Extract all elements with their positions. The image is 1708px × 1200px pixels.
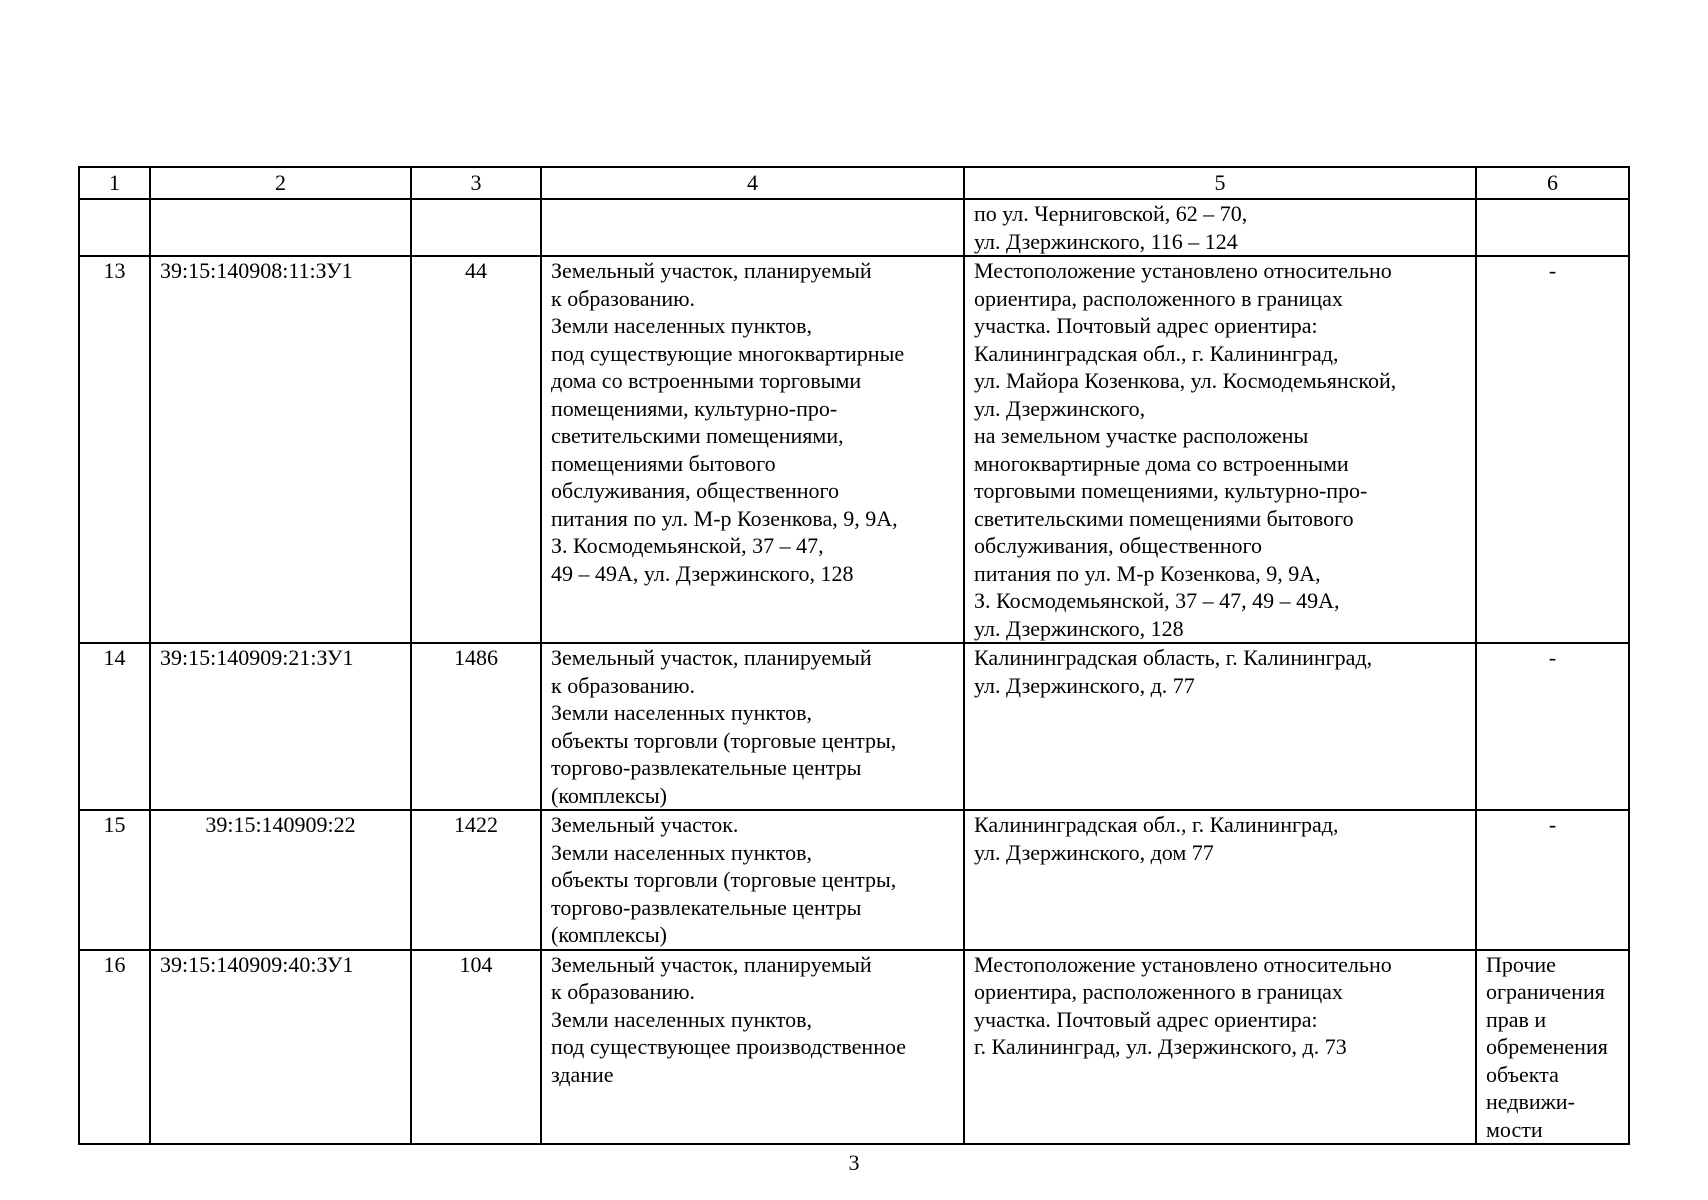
description-cell: [541, 950, 964, 1145]
text-line: г. Калининград, ул. Дзержинского, д. 73: [974, 1034, 1347, 1059]
cadastral-number: 39:15:140908:11:ЗУ1: [150, 256, 411, 643]
row-number: 13: [79, 256, 150, 643]
text-line: участка. Почтовый адрес ориентира:: [974, 313, 1318, 338]
column-header: 6: [1476, 167, 1629, 199]
description-cell: [541, 810, 964, 950]
cadastral-number: 39:15:140909:22: [150, 810, 411, 950]
text-line: помещениями, культурно-про-: [551, 395, 838, 421]
area-value: 104: [411, 950, 541, 1145]
text-line: Земельный участок, планируемый: [551, 258, 872, 283]
land-plots-table: [78, 166, 1630, 1145]
text-line: обременения: [1486, 1034, 1608, 1059]
row-number: 16: [79, 950, 150, 1145]
text-line: к образованию.: [551, 285, 696, 311]
text-line: ориентира, расположенного в границах: [974, 979, 1343, 1004]
description-cell: [541, 256, 964, 643]
text-line: участка. Почтовый адрес ориентира:: [974, 1006, 1318, 1032]
encumbrance-cell: [1476, 643, 1629, 810]
column-header: 3: [411, 167, 541, 199]
table-row-continuation: [79, 199, 1629, 256]
address-cell: [964, 810, 1476, 950]
text-line: к образованию.: [551, 979, 696, 1004]
text-line: -: [1548, 645, 1557, 670]
text-line: объекты торговли (торговые центры,: [551, 867, 897, 892]
table-row: [79, 643, 1629, 810]
table-row: [79, 950, 1629, 1145]
address-cell: [964, 256, 1476, 643]
cadastral-number: 39:15:140909:40:ЗУ1: [150, 950, 411, 1145]
table-header-row: [79, 167, 1629, 199]
address-cell: [964, 643, 1476, 810]
text-line: питания по ул. М-р Козенкова, 9, 9А,: [974, 560, 1321, 586]
text-line: Земли населенных пунктов,: [551, 1006, 813, 1032]
text-line: объекта: [1486, 1061, 1559, 1087]
text-line: под существующее производственное: [551, 1034, 906, 1059]
text-line: Земли населенных пунктов,: [551, 839, 813, 865]
text-line: здание: [551, 1061, 614, 1087]
text-line: Калининградская обл., г. Калининград,: [974, 340, 1339, 366]
text-line: Земли населенных пунктов,: [551, 313, 813, 338]
text-line: дома со встроенными торговыми: [551, 368, 862, 393]
table-cell: [541, 199, 964, 256]
text-line: ул. Майора Козенкова, ул. Космодемьянской,: [974, 368, 1397, 393]
text-line: Местоположение установлено относительно: [974, 951, 1392, 977]
cadastral-number: 39:15:140909:21:ЗУ1: [150, 643, 411, 810]
encumbrance-cell: [1476, 810, 1629, 950]
text-line: мости: [1486, 1116, 1543, 1142]
text-line: по ул. Черниговской, 62 – 70,: [974, 201, 1248, 226]
text-line: помещениями бытового: [551, 450, 776, 476]
text-line: прав и: [1486, 1006, 1547, 1032]
text-line: ограничения: [1486, 979, 1605, 1004]
encumbrance-cell: [1476, 256, 1629, 643]
text-line: светительскими помещениями,: [551, 423, 844, 448]
area-value: 1422: [411, 810, 541, 950]
text-line: Земельный участок.: [551, 812, 739, 837]
table-row: [79, 256, 1629, 643]
area-value: 44: [411, 256, 541, 643]
column-header: 5: [964, 167, 1476, 199]
address-cell: [964, 950, 1476, 1145]
area-value: 1486: [411, 643, 541, 810]
page-number: 3: [848, 1150, 860, 1175]
text-line: торгово-развлекательные центры: [551, 755, 862, 780]
text-line: -: [1548, 258, 1557, 283]
text-line: ул. Дзержинского, д. 77: [974, 672, 1195, 698]
text-line: к образованию.: [551, 672, 696, 698]
table-cell: [1476, 199, 1629, 256]
text-line: Калининградская обл., г. Калининград,: [974, 812, 1339, 837]
text-line: -: [1548, 812, 1557, 837]
row-number: 14: [79, 643, 150, 810]
column-header: 2: [150, 167, 411, 199]
text-line: ул. Дзержинского,: [974, 395, 1146, 421]
row-number: 15: [79, 810, 150, 950]
text-line: Прочие: [1486, 951, 1556, 977]
document-sheet: [78, 166, 1628, 1145]
text-line: Земельный участок, планируемый: [551, 951, 872, 977]
text-line: ул. Дзержинского, 128: [974, 615, 1184, 641]
address-cell: [964, 199, 1476, 256]
text-line: ориентира, расположенного в границах: [974, 285, 1343, 311]
text-line: светительскими помещениями бытового: [974, 505, 1354, 531]
text-line: торгово-развлекательные центры: [551, 894, 862, 920]
text-line: ул. Дзержинского, 116 – 124: [974, 228, 1238, 254]
column-header: 1: [79, 167, 150, 199]
text-line: обслуживания, общественного: [551, 478, 840, 503]
text-line: питания по ул. М-р Козенкова, 9, 9А,: [551, 505, 898, 531]
text-line: (комплексы): [551, 922, 667, 947]
text-line: З. Космодемьянской, 37 – 47, 49 – 49А,: [974, 588, 1340, 613]
text-line: торговыми помещениями, культурно-про-: [974, 478, 1368, 503]
text-line: Калининградская область, г. Калининград,: [974, 645, 1373, 670]
text-line: ул. Дзержинского, дом 77: [974, 839, 1214, 865]
text-line: Земли населенных пунктов,: [551, 700, 813, 725]
text-line: недвижи-: [1486, 1089, 1575, 1114]
encumbrance-cell: [1476, 950, 1629, 1145]
table-cell: [411, 199, 541, 256]
text-line: 49 – 49А, ул. Дзержинского, 128: [551, 560, 854, 586]
text-line: Местоположение установлено относительно: [974, 258, 1392, 283]
text-line: обслуживания, общественного: [974, 533, 1263, 558]
table-cell: [150, 199, 411, 256]
text-line: многоквартирные дома со встроенными: [974, 450, 1349, 476]
description-cell: [541, 643, 964, 810]
text-line: под существующие многоквартирные: [551, 340, 905, 366]
text-line: (комплексы): [551, 782, 667, 808]
column-header: 4: [541, 167, 964, 199]
table-cell: [79, 199, 150, 256]
text-line: объекты торговли (торговые центры,: [551, 727, 897, 753]
text-line: З. Космодемьянской, 37 – 47,: [551, 533, 824, 558]
table-row: [79, 810, 1629, 950]
text-line: на земельном участке расположены: [974, 423, 1309, 448]
text-line: Земельный участок, планируемый: [551, 645, 872, 670]
